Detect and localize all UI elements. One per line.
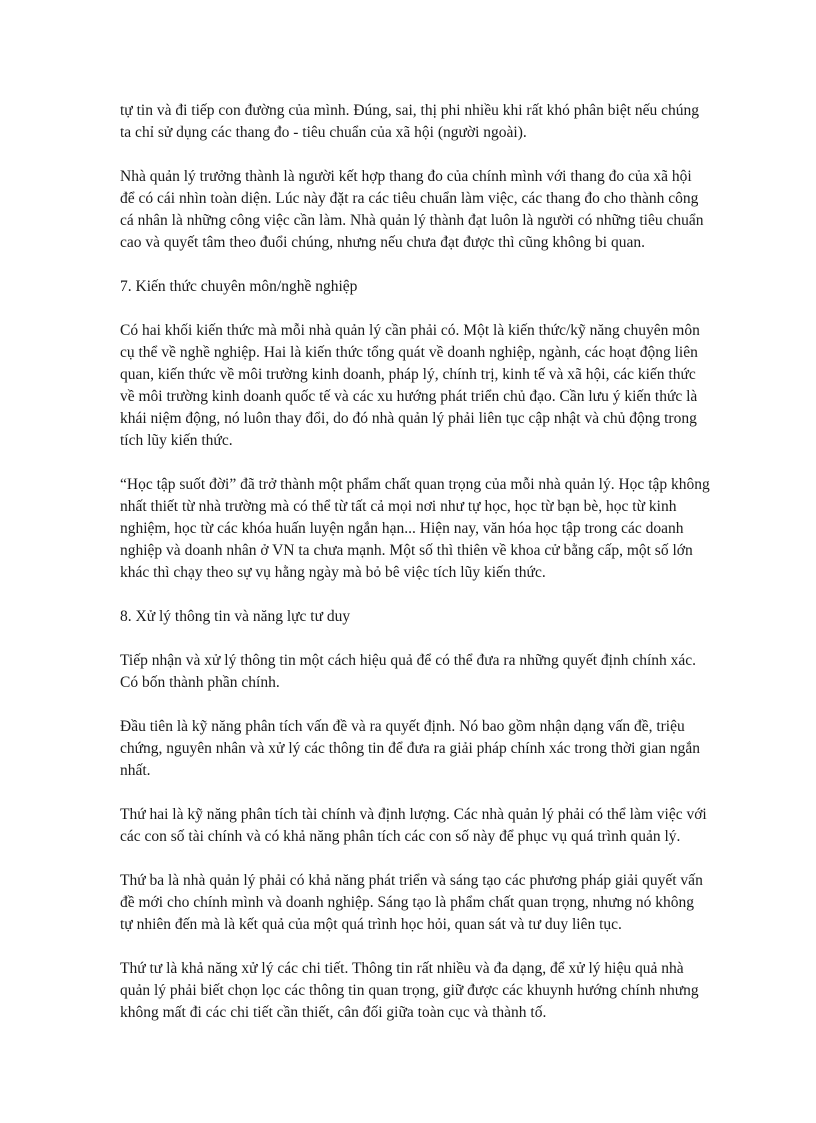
paragraph: Thứ ba là nhà quản lý phải có khả năng phát triển và sáng tạo các phương pháp giải quyết vấn đề mới cho chính mình và doanh nghiệp. Sáng tạo là phẩm chất quan trọng, nhưng nó không tự nhiên đến mà là kết quả của một quá trình học hỏi, quan sát và tư duy liên tục. <box>120 872 703 933</box>
document-body <box>120 100 710 1046</box>
section-heading: 8. Xử lý thông tin và năng lực tư duy <box>120 608 351 625</box>
paragraph: Tiếp nhận và xử lý thông tin một cách hiệu quả để có thể đưa ra những quyết định chính xác. Có bốn thành phần chính. <box>120 652 697 691</box>
paragraph: Nhà quản lý trưởng thành là người kết hợp thang đo của chính mình với thang đo của xã hội để có cái nhìn toàn diện. Lúc này đặt ra các tiêu chuẩn làm việc, các thang đo cho thành công cá nhân là những công việc cần làm. Nhà quản lý thành đạt luôn là người có những tiêu chuẩn cao và quyết tâm theo đuổi chúng, nhưng nếu chưa đạt được thì cũng không bi quan. <box>120 168 704 251</box>
paragraph: Thứ tư là khả năng xử lý các chi tiết. Thông tin rất nhiều và đa dạng, để xử lý hiệu quả nhà quản lý phải biết chọn lọc các thông tin quan trọng, giữ được các khuynh hướng chính nhưng không mất đi các chi tiết cần thiết, cân đối giữa toàn cục và thành tố. <box>120 960 699 1021</box>
paragraph: “Học tập suốt đời” đã trở thành một phẩm chất quan trọng của mỗi nhà quản lý. Học tập không nhất thiết từ nhà trường mà có thể từ tất cả mọi nơi như tự học, học từ bạn bè, học từ kinh nghiệm, học từ các khóa huấn luyện ngắn hạn... Hiện nay, văn hóa học tập trong các doanh nghiệp và doanh nhân ở VN ta chưa mạnh. Một số thì thiên về khoa cử bằng cấp, một số lớn khác thì chạy theo sự vụ hằng ngày mà bỏ bê việc tích lũy kiến thức. <box>120 476 710 581</box>
section-heading: 7. Kiến thức chuyên môn/nghề nghiệp <box>120 278 358 295</box>
paragraph: Đầu tiên là kỹ năng phân tích vấn đề và ra quyết định. Nó bao gồm nhận dạng vấn đề, triệu chứng, nguyên nhân và xử lý các thông tin để đưa ra giải pháp chính xác trong thời gian ngắn nhất. <box>120 718 701 779</box>
paragraph: Thứ hai là kỹ năng phân tích tài chính và định lượng. Các nhà quản lý phải có thể làm việc với các con số tài chính và có khả năng phân tích các con số này để phục vụ quá trình quản lý. <box>120 806 707 845</box>
paragraph: Có hai khối kiến thức mà mỗi nhà quản lý cần phải có. Một là kiến thức/kỹ năng chuyên môn cụ thể về nghề nghiệp. Hai là kiến thức tổng quát về doanh nghiệp, ngành, các hoạt động liên quan, kiến thức về môi trường kinh doanh, pháp lý, chính trị, kinh tế và xã hội, các kiến thức về môi trường kinh doanh quốc tế và các xu hướng phát triển chủ đạo. Cần lưu ý kiến thức là khái niệm động, nó luôn thay đổi, do đó nhà quản lý phải liên tục cập nhật và chủ động trong tích lũy kiến thức. <box>120 322 700 449</box>
paragraph: tự tin và đi tiếp con đường của mình. Đúng, sai, thị phi nhiều khi rất khó phân biệt nếu chúng ta chỉ sử dụng các thang đo - tiêu chuẩn của xã hội (người ngoài). <box>120 102 700 141</box>
